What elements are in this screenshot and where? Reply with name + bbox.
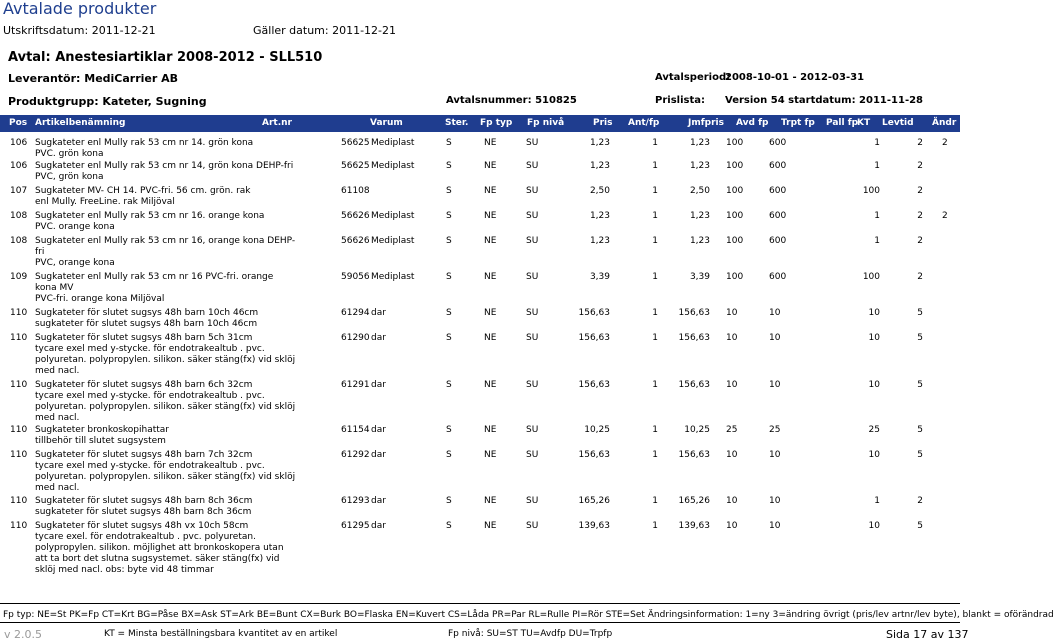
cell-levtid: 2 bbox=[917, 272, 923, 282]
pricelist-label: Prislista: bbox=[655, 95, 705, 106]
cell-fpniva: SU bbox=[526, 380, 539, 390]
cell-fpniva: SU bbox=[526, 161, 539, 171]
cell-varum: Mediplast bbox=[371, 211, 415, 221]
cell-desc: Sugkateter enl Mully rak 53 cm nr 14. grön kona PVC. grön kona bbox=[35, 138, 254, 159]
cell-levtid: 5 bbox=[917, 308, 923, 318]
product-group: Produktgrupp: Kateter, Sugning bbox=[8, 95, 207, 108]
cell-jmfpris: 139,63 bbox=[678, 521, 710, 531]
cell-fptyp: NE bbox=[484, 333, 497, 343]
column-header: Pos bbox=[9, 118, 28, 128]
cell-fptyp: NE bbox=[484, 186, 497, 196]
cell-avdfp: 100 bbox=[726, 211, 744, 221]
cell-pallfp: 10 bbox=[868, 450, 880, 460]
cell-ster: S bbox=[446, 138, 452, 148]
column-header: Ant/fp bbox=[628, 118, 660, 128]
footer-rule-bottom bbox=[0, 622, 960, 623]
cell-trptfp: 600 bbox=[769, 272, 787, 282]
cell-pris: 1,23 bbox=[589, 236, 610, 246]
cell-pris: 156,63 bbox=[578, 380, 610, 390]
cell-antfp: 1 bbox=[652, 521, 658, 531]
cell-antfp: 1 bbox=[652, 425, 658, 435]
cell-trptfp: 600 bbox=[769, 161, 787, 171]
cell-pos: 106 bbox=[10, 161, 28, 171]
cell-pallfp: 100 bbox=[862, 272, 880, 282]
agreement-number: Avtalsnummer: 510825 bbox=[446, 95, 577, 106]
cell-pris: 1,23 bbox=[589, 161, 610, 171]
cell-jmfpris: 165,26 bbox=[678, 496, 710, 506]
cell-desc: Sugkateter för slutet sugsys 48h vx 10ch 58cm tycare exel. för endotrakealtub . pvc. polyuretan. polypropylen. silikon. möjlighet att bronkoskopera utan att ta bort det slutna sugsystemet. säker stäng(fx) vid sklöj med nacl. obs: byte vid 48 timmar bbox=[35, 521, 284, 575]
column-header: Varum bbox=[370, 118, 403, 128]
cell-avdfp: 10 bbox=[726, 496, 738, 506]
cell-ster: S bbox=[446, 425, 452, 435]
cell-pos: 110 bbox=[10, 308, 28, 318]
cell-pallfp: 1 bbox=[874, 496, 880, 506]
cell-trptfp: 10 bbox=[769, 496, 781, 506]
cell-varum: Mediplast bbox=[371, 272, 415, 282]
cell-artnr: 56625 bbox=[341, 161, 370, 171]
cell-artnr: 61293 bbox=[341, 496, 370, 506]
cell-fpniva: SU bbox=[526, 186, 539, 196]
cell-ster: S bbox=[446, 380, 452, 390]
cell-fptyp: NE bbox=[484, 161, 497, 171]
footer-legend: Fp typ: NE=St PK=Fp CT=Krt BG=Påse BX=Ask ST=Ark BE=Bunt CX=Burk BO=Flaska EN=Kuvert CS=Låda PR=Par RL=Rulle PI=Rör STE=Set Ändringsinformation: 1=ny 3=ändring övrigt (pris/lev artnr/lev byte), blankt = oförändrad bbox=[3, 610, 1054, 620]
cell-levtid: 5 bbox=[917, 333, 923, 343]
cell-jmfpris: 1,23 bbox=[689, 236, 710, 246]
period-value: 2008-10-01 - 2012-03-31 bbox=[725, 72, 865, 83]
cell-jmfpris: 1,23 bbox=[689, 138, 710, 148]
cell-ster: S bbox=[446, 211, 452, 221]
cell-pris: 2,50 bbox=[589, 186, 610, 196]
cell-antfp: 1 bbox=[652, 380, 658, 390]
cell-antfp: 1 bbox=[652, 186, 658, 196]
cell-fpniva: SU bbox=[526, 138, 539, 148]
cell-avdfp: 10 bbox=[726, 521, 738, 531]
cell-pallfp: 25 bbox=[868, 425, 880, 435]
cell-artnr: 61295 bbox=[341, 521, 370, 531]
column-header: Fp typ bbox=[480, 118, 513, 128]
cell-fpniva: SU bbox=[526, 425, 539, 435]
cell-fptyp: NE bbox=[484, 521, 497, 531]
cell-desc: Sugkateter för slutet sugsys 48h barn 7ch 32cm tycare exel med y-stycke. för endotrakealtub . pvc. polyuretan. polypropylen. silikon. säker stäng(fx) vid sklöj med nacl. bbox=[35, 450, 296, 493]
cell-pallfp: 1 bbox=[874, 211, 880, 221]
cell-fptyp: NE bbox=[484, 380, 497, 390]
cell-antfp: 1 bbox=[652, 450, 658, 460]
cell-artnr: 61290 bbox=[341, 333, 370, 343]
cell-fptyp: NE bbox=[484, 236, 497, 246]
cell-ster: S bbox=[446, 496, 452, 506]
cell-levtid: 2 bbox=[917, 211, 923, 221]
cell-artnr: 61294 bbox=[341, 308, 370, 318]
cell-varum: dar bbox=[371, 425, 386, 435]
agreement-title: Avtal: Anestesiartiklar 2008-2012 - SLL510 bbox=[8, 50, 323, 65]
column-header: Pris bbox=[593, 118, 613, 128]
cell-levtid: 5 bbox=[917, 380, 923, 390]
cell-levtid: 5 bbox=[917, 450, 923, 460]
cell-avdfp: 25 bbox=[726, 425, 738, 435]
cell-fptyp: NE bbox=[484, 425, 497, 435]
cell-varum: dar bbox=[371, 450, 386, 460]
cell-pos: 108 bbox=[10, 211, 28, 221]
cell-desc: Sugkateter bronkoskopihattar tillbehör till slutet sugsystem bbox=[35, 425, 170, 446]
cell-jmfpris: 10,25 bbox=[684, 425, 710, 435]
cell-fpniva: SU bbox=[526, 521, 539, 531]
cell-trptfp: 10 bbox=[769, 521, 781, 531]
cell-varum: dar bbox=[371, 380, 386, 390]
cell-pris: 156,63 bbox=[578, 333, 610, 343]
cell-fpniva: SU bbox=[526, 333, 539, 343]
cell-levtid: 2 bbox=[917, 138, 923, 148]
cell-ster: S bbox=[446, 236, 452, 246]
cell-pallfp: 10 bbox=[868, 521, 880, 531]
pricelist-value: Version 54 startdatum: 2011-11-28 bbox=[725, 95, 924, 106]
cell-pallfp: 10 bbox=[868, 333, 880, 343]
cell-pris: 156,63 bbox=[578, 308, 610, 318]
cell-artnr: 59056 bbox=[341, 272, 370, 282]
cell-ster: S bbox=[446, 272, 452, 282]
cell-varum: dar bbox=[371, 333, 386, 343]
cell-pos: 110 bbox=[10, 450, 28, 460]
cell-fpniva: SU bbox=[526, 450, 539, 460]
cell-trptfp: 25 bbox=[769, 425, 781, 435]
cell-levtid: 2 bbox=[917, 186, 923, 196]
cell-pris: 165,26 bbox=[578, 496, 610, 506]
cell-pris: 10,25 bbox=[584, 425, 610, 435]
cell-pos: 110 bbox=[10, 380, 28, 390]
cell-antfp: 1 bbox=[652, 211, 658, 221]
cell-pallfp: 1 bbox=[874, 236, 880, 246]
cell-pallfp: 1 bbox=[874, 161, 880, 171]
cell-jmfpris: 156,63 bbox=[678, 308, 710, 318]
supplier: Leverantör: MediCarrier AB bbox=[8, 72, 179, 85]
version-label: v 2.0.5 bbox=[4, 628, 42, 641]
cell-pris: 1,23 bbox=[589, 211, 610, 221]
cell-jmfpris: 1,23 bbox=[689, 161, 710, 171]
cell-pos: 110 bbox=[10, 496, 28, 506]
column-header: Avd fp bbox=[736, 118, 769, 128]
cell-pos: 109 bbox=[10, 272, 28, 282]
cell-fptyp: NE bbox=[484, 272, 497, 282]
column-header: KT bbox=[857, 118, 871, 128]
cell-artnr: 56626 bbox=[341, 236, 370, 246]
cell-ster: S bbox=[446, 186, 452, 196]
cell-desc: Sugkateter enl Mully rak 53 cm nr 16, orange kona DEHP- fri PVC, orange kona bbox=[35, 236, 296, 268]
cell-pris: 139,63 bbox=[578, 521, 610, 531]
cell-ster: S bbox=[446, 308, 452, 318]
cell-antfp: 1 bbox=[652, 496, 658, 506]
column-header: Levtid bbox=[882, 118, 914, 128]
cell-avdfp: 100 bbox=[726, 161, 744, 171]
fp-niva-note: Fp nivå: SU=ST TU=Avdfp DU=Trpfp bbox=[448, 629, 613, 639]
column-header: Jmfpris bbox=[688, 118, 724, 128]
cell-desc: Sugkateter enl Mully rak 53 cm nr 16 PVC-fri. orange kona MV PVC-fri. orange kona Miljöval bbox=[35, 272, 274, 304]
cell-fptyp: NE bbox=[484, 496, 497, 506]
cell-jmfpris: 1,23 bbox=[689, 211, 710, 221]
cell-pris: 156,63 bbox=[578, 450, 610, 460]
cell-pallfp: 1 bbox=[874, 138, 880, 148]
cell-desc: Sugkateter enl Mully rak 53 cm nr 16. orange kona PVC. orange kona bbox=[35, 211, 265, 232]
cell-fptyp: NE bbox=[484, 138, 497, 148]
cell-fptyp: NE bbox=[484, 211, 497, 221]
cell-ster: S bbox=[446, 521, 452, 531]
cell-avdfp: 10 bbox=[726, 308, 738, 318]
cell-levtid: 2 bbox=[917, 236, 923, 246]
cell-levtid: 2 bbox=[917, 161, 923, 171]
cell-artnr: 61292 bbox=[341, 450, 370, 460]
cell-jmfpris: 156,63 bbox=[678, 380, 710, 390]
cell-desc: Sugkateter för slutet sugsys 48h barn 8ch 36cm sugkateter för slutet sugsys 48h barn 8ch 36cm bbox=[35, 496, 253, 517]
cell-pris: 3,39 bbox=[589, 272, 610, 282]
cell-trptfp: 600 bbox=[769, 236, 787, 246]
cell-avdfp: 100 bbox=[726, 186, 744, 196]
cell-ster: S bbox=[446, 333, 452, 343]
cell-antfp: 1 bbox=[652, 138, 658, 148]
cell-varum: Mediplast bbox=[371, 138, 415, 148]
column-header: Ändr bbox=[932, 118, 957, 128]
cell-trptfp: 10 bbox=[769, 333, 781, 343]
column-header: Artikelbenämning bbox=[35, 118, 126, 128]
cell-trptfp: 600 bbox=[769, 138, 787, 148]
cell-desc: Sugkateter MV- CH 14. PVC-fri. 56 cm. grön. rak enl Mully. FreeLine. rak Miljöval bbox=[35, 186, 251, 207]
cell-artnr: 56625 bbox=[341, 138, 370, 148]
cell-varum: Mediplast bbox=[371, 161, 415, 171]
footer-rule-top bbox=[0, 603, 960, 604]
cell-artnr: 61291 bbox=[341, 380, 370, 390]
cell-jmfpris: 3,39 bbox=[689, 272, 710, 282]
cell-ster: S bbox=[446, 450, 452, 460]
cell-pallfp: 10 bbox=[868, 308, 880, 318]
column-header: Fp nivå bbox=[527, 118, 565, 128]
cell-antfp: 1 bbox=[652, 236, 658, 246]
cell-antfp: 1 bbox=[652, 272, 658, 282]
cell-levtid: 5 bbox=[917, 521, 923, 531]
page-title: Avtalade produkter bbox=[3, 0, 157, 18]
cell-andr: 2 bbox=[942, 138, 948, 148]
cell-fpniva: SU bbox=[526, 496, 539, 506]
cell-desc: Sugkateter för slutet sugsys 48h barn 5ch 31cm tycare exel med y-stycke. för endotrakealtub . pvc. polyuretan. polypropylen. silikon. säker stäng(fx) vid sklöj med nacl. bbox=[35, 333, 296, 376]
cell-desc: Sugkateter enl Mully rak 53 cm nr 14, grön kona DEHP-fri PVC, grön kona bbox=[35, 161, 294, 182]
cell-varum: dar bbox=[371, 308, 386, 318]
cell-pos: 110 bbox=[10, 425, 28, 435]
column-header: Pall fp bbox=[826, 118, 859, 128]
cell-varum: dar bbox=[371, 496, 386, 506]
cell-pallfp: 100 bbox=[862, 186, 880, 196]
cell-pos: 108 bbox=[10, 236, 28, 246]
period-label: Avtalsperiod: bbox=[655, 72, 731, 83]
print-date: Utskriftsdatum: 2011-12-21 bbox=[3, 24, 156, 37]
cell-artnr: 56626 bbox=[341, 211, 370, 221]
cell-fpniva: SU bbox=[526, 272, 539, 282]
cell-levtid: 5 bbox=[917, 425, 923, 435]
column-header: Ster. bbox=[445, 118, 469, 128]
cell-pos: 106 bbox=[10, 138, 28, 148]
cell-pos: 107 bbox=[10, 186, 28, 196]
cell-avdfp: 10 bbox=[726, 450, 738, 460]
cell-fpniva: SU bbox=[526, 236, 539, 246]
kt-note: KT = Minsta beställningsbara kvantitet av en artikel bbox=[104, 629, 338, 639]
cell-pallfp: 10 bbox=[868, 380, 880, 390]
cell-antfp: 1 bbox=[652, 161, 658, 171]
cell-jmfpris: 156,63 bbox=[678, 450, 710, 460]
cell-fptyp: NE bbox=[484, 308, 497, 318]
cell-avdfp: 10 bbox=[726, 333, 738, 343]
cell-desc: Sugkateter för slutet sugsys 48h barn 6ch 32cm tycare exel med y-stycke. för endotrakealtub . pvc. polyuretan. polypropylen. silikon. säker stäng(fx) vid sklöj med nacl. bbox=[35, 380, 296, 423]
cell-trptfp: 10 bbox=[769, 450, 781, 460]
cell-ster: S bbox=[446, 161, 452, 171]
cell-avdfp: 100 bbox=[726, 236, 744, 246]
cell-andr: 2 bbox=[942, 211, 948, 221]
cell-desc: Sugkateter för slutet sugsys 48h barn 10ch 46cm sugkateter för slutet sugsys 48h barn 10ch 46cm bbox=[35, 308, 259, 329]
cell-antfp: 1 bbox=[652, 333, 658, 343]
cell-trptfp: 10 bbox=[769, 380, 781, 390]
cell-pos: 110 bbox=[10, 333, 28, 343]
page-number: Sida 17 av 137 bbox=[886, 628, 969, 641]
valid-date: Gäller datum: 2011-12-21 bbox=[253, 24, 397, 37]
cell-pos: 110 bbox=[10, 521, 28, 531]
cell-artnr: 61154 bbox=[341, 425, 370, 435]
cell-trptfp: 10 bbox=[769, 308, 781, 318]
cell-antfp: 1 bbox=[652, 308, 658, 318]
cell-jmfpris: 156,63 bbox=[678, 333, 710, 343]
cell-artnr: 61108 bbox=[341, 186, 370, 196]
cell-fpniva: SU bbox=[526, 308, 539, 318]
column-header: Art.nr bbox=[262, 118, 292, 128]
column-header: Trpt fp bbox=[781, 118, 815, 128]
cell-varum: dar bbox=[371, 521, 386, 531]
cell-varum: Mediplast bbox=[371, 236, 415, 246]
cell-fptyp: NE bbox=[484, 450, 497, 460]
cell-trptfp: 600 bbox=[769, 211, 787, 221]
cell-jmfpris: 2,50 bbox=[689, 186, 710, 196]
cell-avdfp: 10 bbox=[726, 380, 738, 390]
cell-avdfp: 100 bbox=[726, 272, 744, 282]
cell-levtid: 2 bbox=[917, 496, 923, 506]
cell-trptfp: 600 bbox=[769, 186, 787, 196]
cell-pris: 1,23 bbox=[589, 138, 610, 148]
cell-fpniva: SU bbox=[526, 211, 539, 221]
cell-avdfp: 100 bbox=[726, 138, 744, 148]
